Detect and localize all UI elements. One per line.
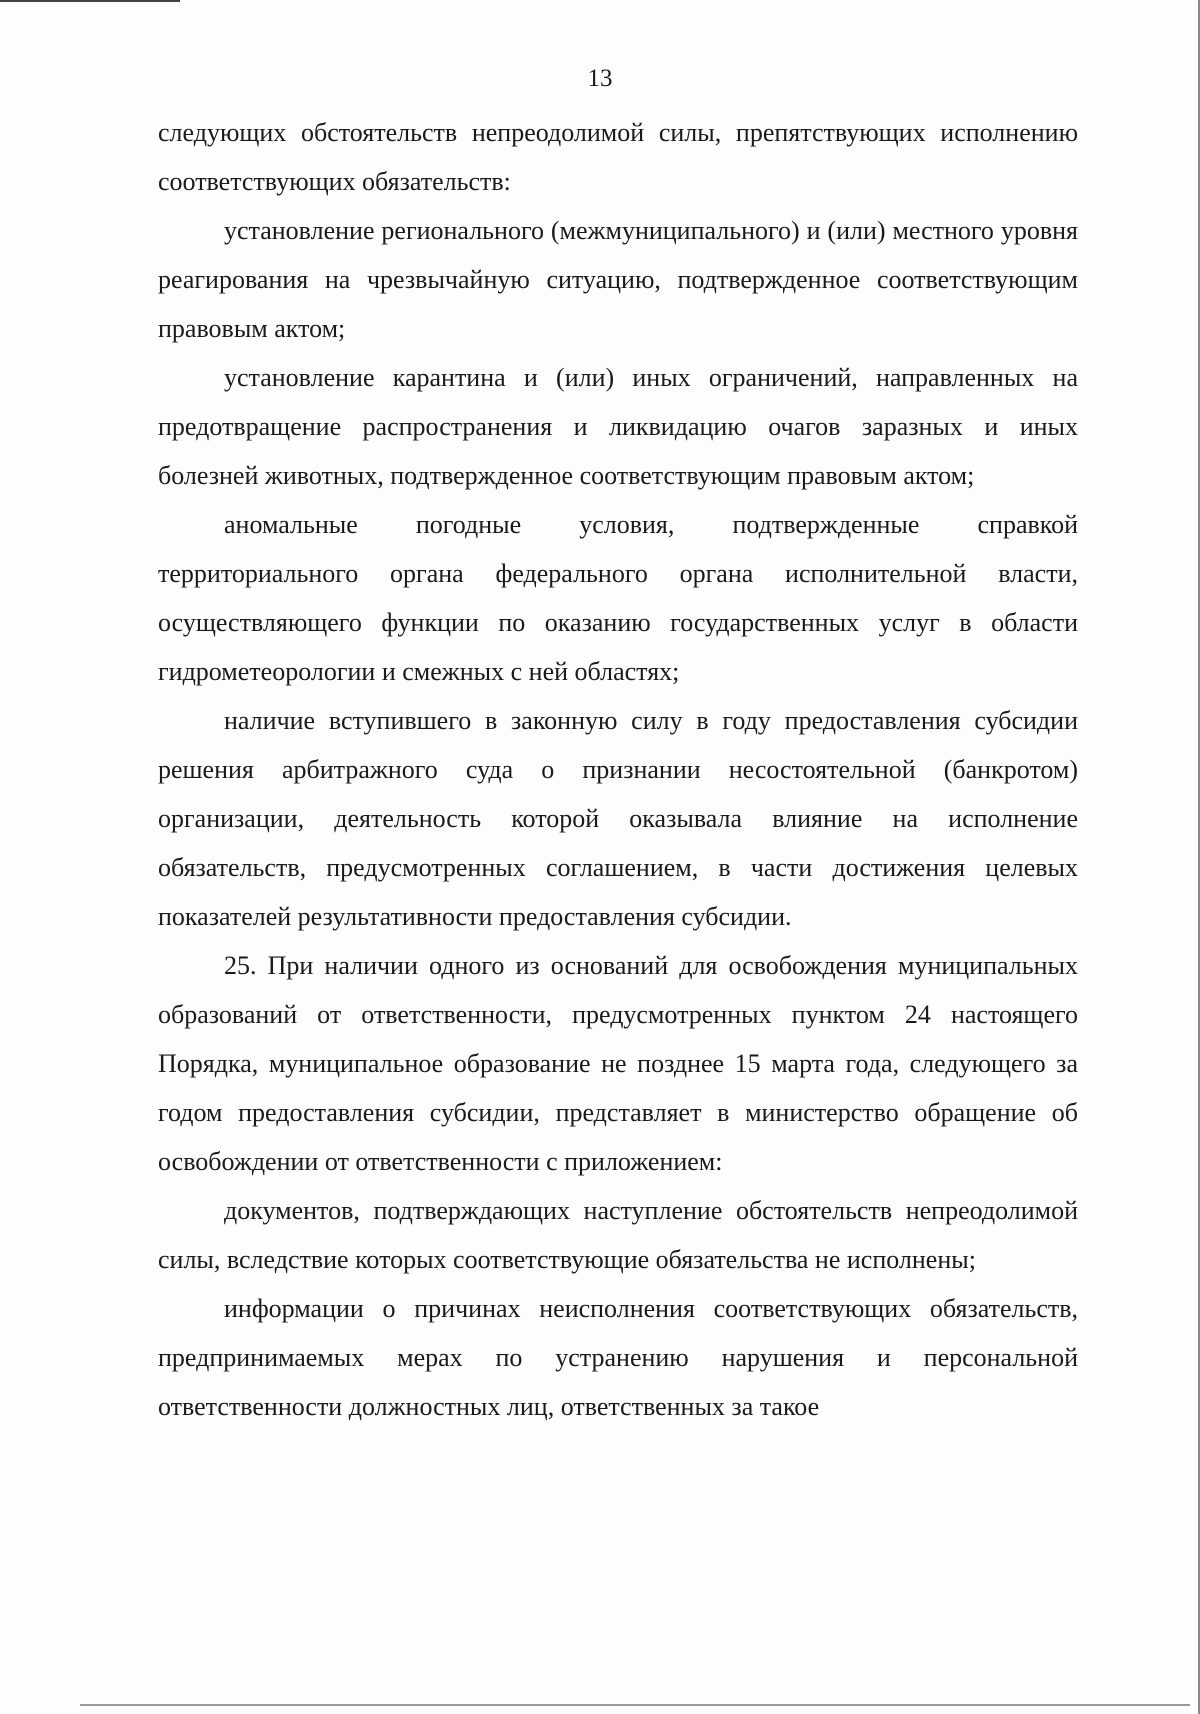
paragraph: аномальные погодные условия, подтвержденные справкой территориального органа федерального органа исполнительной власти, осуществляющего функции по оказанию государственных услуг в области гидрометеорологии и смежных с ней областях; <box>158 510 1078 686</box>
document-body <box>158 108 1078 1431</box>
paragraph: следующих обстоятельств непреодолимой силы, препятствующих исполнению соответствующих обязательств: <box>158 118 1078 196</box>
paragraph: установление регионального (межмуниципального) и (или) местного уровня реагирования на чрезвычайную ситуацию, подтвержденное соответствующим правовым актом; <box>158 216 1078 343</box>
paragraph: 25. При наличии одного из оснований для освобождения муниципальных образований от ответственности, предусмотренных пунктом 24 настоящего Порядка, муниципальное образование не позднее 15 марта года, следующего за годом предоставления субсидии, представляет в министерство обращение об освобождении от ответственности с приложением: <box>158 951 1078 1176</box>
paragraph: информации о причинах неисполнения соответствующих обязательств, предпринимаемых мерах по устранению нарушения и персональной ответственности должностных лиц, ответственных за такое <box>158 1294 1078 1421</box>
scan-edge-bottom <box>80 1704 1190 1706</box>
scan-edge-top <box>0 0 180 5</box>
paragraph: документов, подтверждающих наступление обстоятельств непреодолимой силы, вследствие которых соответствующие обязательства не исполнены; <box>158 1196 1078 1274</box>
paragraph: наличие вступившего в законную силу в году предоставления субсидии решения арбитражного суда о признании несостоятельной (банкротом) организации, деятельность которой оказывала влияние на исполнение обязательств, предусмотренных соглашением, в части достижения целевых показателей результативности предоставления субсидии. <box>158 706 1078 931</box>
paragraph: установление карантина и (или) иных ограничений, направленных на предотвращение распространения и ликвидацию очагов заразных и иных болезней животных, подтвержденное соответствующим правовым актом; <box>158 363 1078 490</box>
page-number: 13 <box>587 65 613 92</box>
